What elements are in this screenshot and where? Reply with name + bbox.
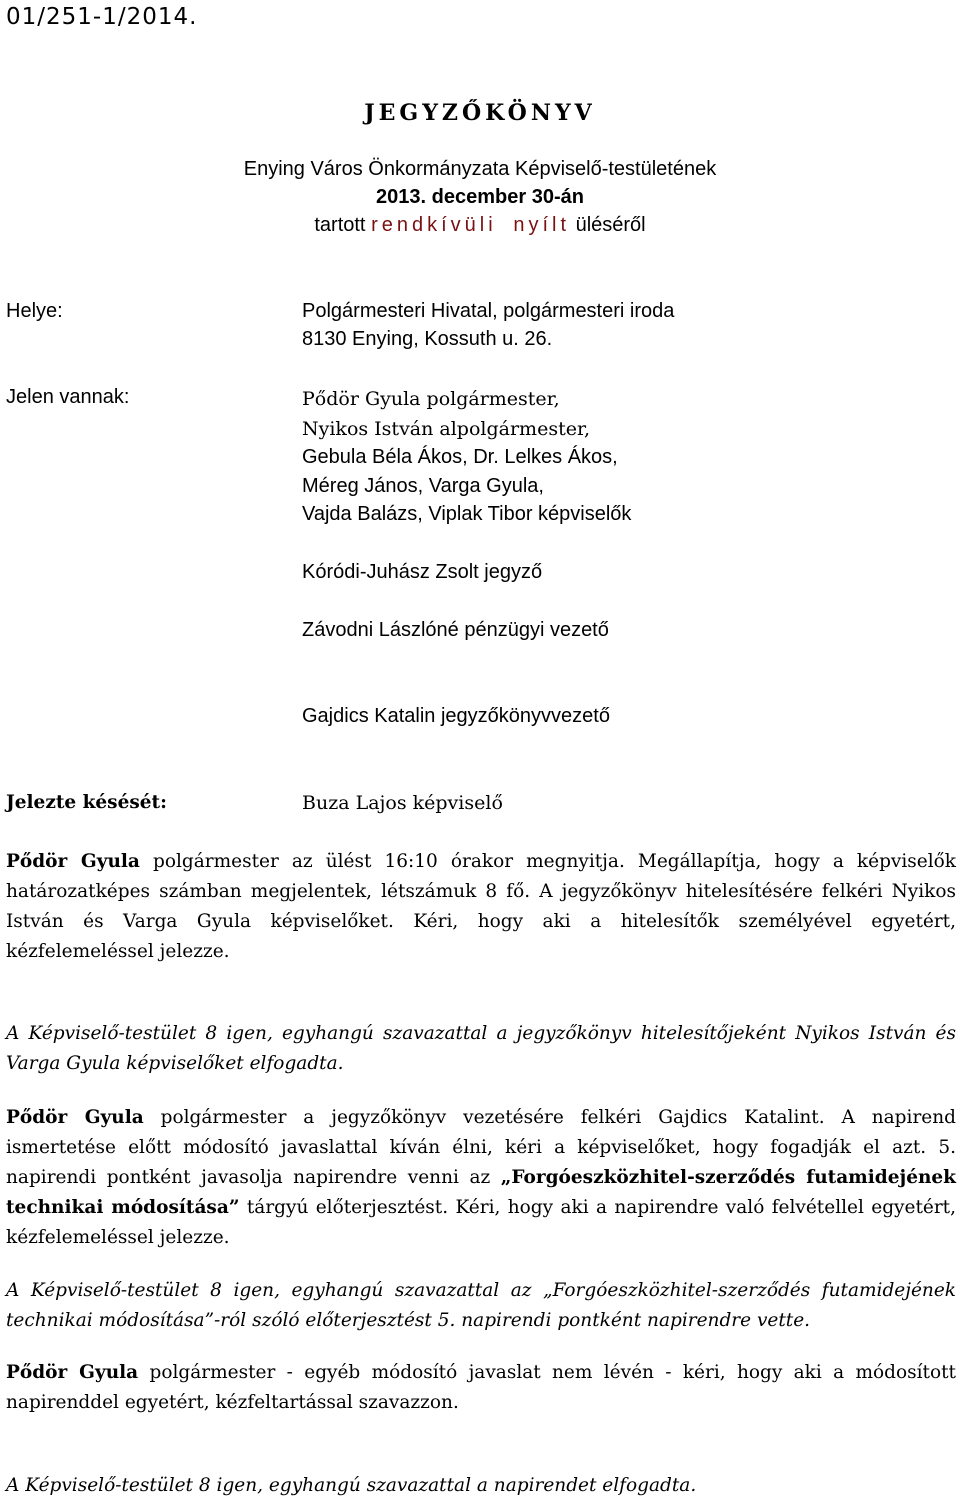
paragraph-text: polgármester - egyéb módosító javaslat nem lévén - kéri, hogy aki a módosított napirenddel egyetért, kézfeltartással szavazzon. (6, 1362, 956, 1413)
paragraph-text: polgármester a jegyzőkönyv vezetésére felkéri Gajdics Katalint. A napirend ismertetése előtt módosító javaslattal kíván élni, kéri a képviselőket, hogy fogadják el azt. 5. napirendi pontként javasolja napirendre venni az (6, 1107, 956, 1188)
late-label: Jelezte késését: (6, 792, 167, 813)
speaker-name: Pődör Gyula (6, 851, 140, 872)
present-members-1: Gebula Béla Ákos, Dr. Lelkes Ákos, (302, 446, 618, 468)
present-label: Jelen vannak: (6, 386, 130, 408)
resolution-agenda-item: A Képviselő-testület 8 igen, egyhangú szavazattal az „Forgóeszközhitel-szerződés futamidejének technikai módosítása”-ról szóló előterjesztést 5. napirendi pontként napirendre vette. (6, 1280, 956, 1331)
present-finance: Závodni Lászlóné pénzügyi vezető (302, 619, 609, 641)
page-title: JEGYZŐKÖNYV (364, 100, 596, 126)
session-prefix: tartott (314, 214, 372, 236)
speaker-name: Pődör Gyula (6, 1362, 139, 1383)
resolution-authenticators: A Képviselő-testület 8 igen, egyhangú szavazattal a jegyzőkönyv hitelesítőjeként Nyikos István és Varga Gyula képviselőket elfogadta. (6, 1023, 956, 1074)
paragraph-text: tárgyú előterjesztést. Kéri, hogy aki a napirendre való felvétellel egyetért, kézfelemeléssel jelezze. (6, 1197, 956, 1248)
document-number: 01/251-1/2014. (6, 4, 198, 30)
session-type-open: nyílt (513, 214, 571, 236)
present-mayor: Pődör Gyula polgármester, (302, 388, 560, 410)
session-type-extraordinary: rendkívüli (371, 214, 497, 236)
header-session-line (0, 214, 960, 237)
present-members-3: Vajda Balázs, Viplak Tibor képviselők (302, 503, 632, 525)
present-deputy-mayor: Nyikos István alpolgármester, (302, 418, 590, 440)
place-line-1: Polgármesteri Hivatal, polgármesteri iroda (302, 300, 675, 322)
agenda-item-title: „Forgóeszközhitel-szerződés futamidejének technikai módosítása” (6, 1167, 956, 1218)
place-line-2: 8130 Enying, Kossuth u. 26. (302, 328, 553, 350)
present-clerk: Kóródi-Juhász Zsolt jegyző (302, 561, 543, 583)
speaker-name: Pődör Gyula (6, 1107, 144, 1128)
present-recorder: Gajdics Katalin jegyzőkönyvvezető (302, 705, 610, 727)
present-members-2: Méreg János, Varga Gyula, (302, 475, 544, 497)
session-suffix: üléséről (570, 214, 646, 236)
place-label: Helye: (6, 300, 63, 322)
paragraph-agenda-proposal (6, 1103, 956, 1253)
late-value: Buza Lajos képviselő (302, 792, 503, 814)
paragraph-opening (6, 847, 956, 967)
resolution-agenda-accepted: A Képviselő-testület 8 igen, egyhangú szavazattal a napirendet elfogadta. (6, 1475, 697, 1496)
header-council-line: Enying Város Önkormányzata Képviselő-testületének (243, 158, 717, 180)
header-date-line: 2013. december 30-án (376, 186, 584, 208)
paragraph-agenda-vote (6, 1358, 956, 1418)
paragraph-text: polgármester az ülést 16:10 órakor megnyitja. Megállapítja, hogy a képviselők határozatképes számban megjelentek, létszámuk 8 fő. A jegyzőkönyv hitelesítésére felkéri Nyikos István és Varga Gyula képviselőket. Kéri, hogy aki a hitelesítők személyével egyetért, kézfelemeléssel jelezze. (6, 851, 956, 962)
